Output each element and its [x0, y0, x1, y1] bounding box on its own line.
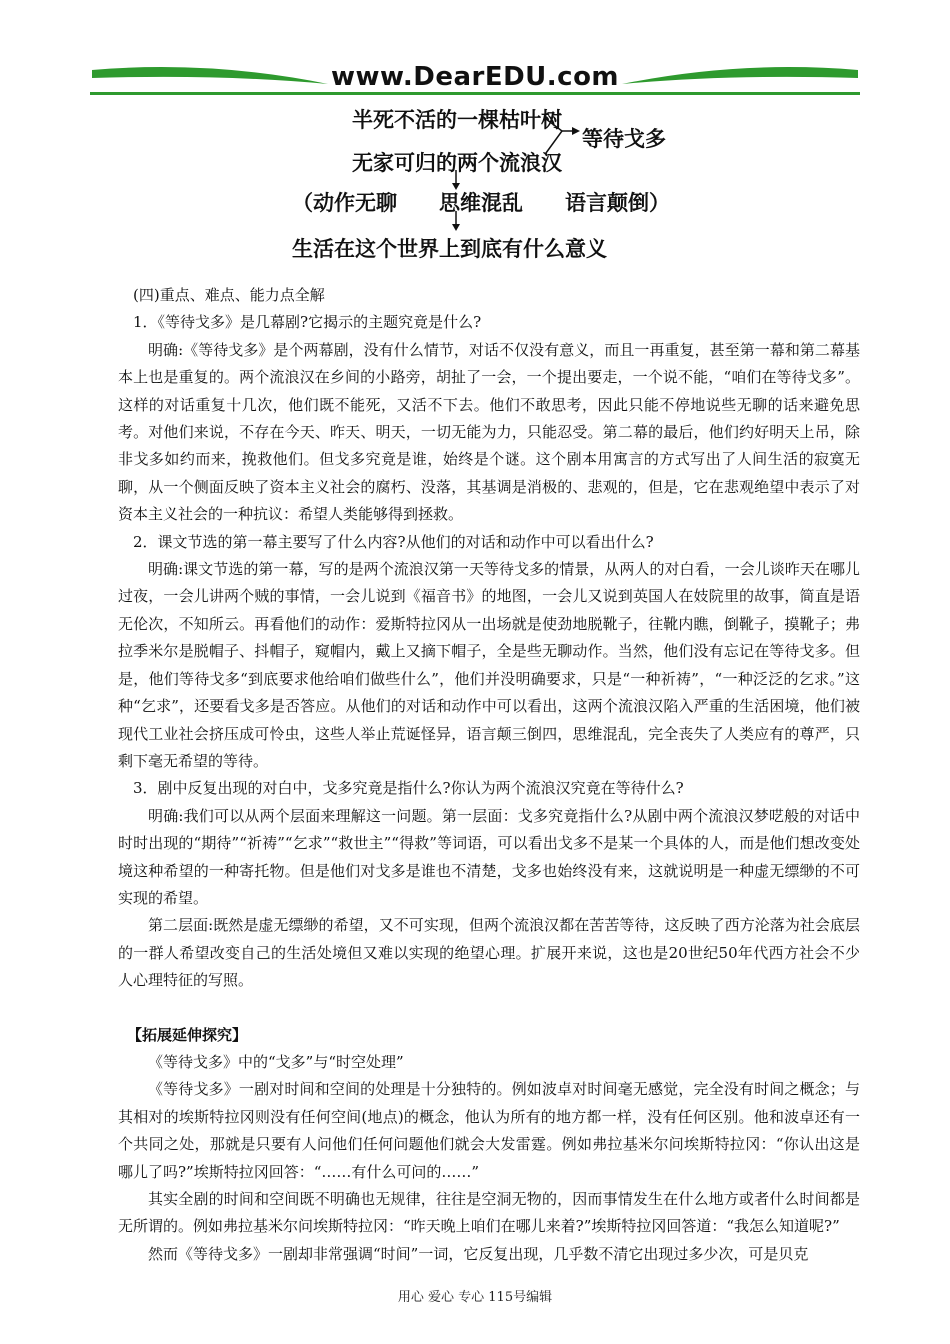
paragraph: 明确:课文节选的第一幕，写的是两个流浪汉第一天等待戈多的情景，从两人的对白看，一会儿谈昨天在哪儿过夜，一会儿讲两个贼的事情，一会儿说到《福音书》的地图，一会儿又说到英国人在妓院里的故事，简直是语无伦次，不知所云。再看他们的动作：爱斯特拉冈从一出场就是使劲地脱靴子，往靴内瞧，倒靴子，摸靴子；弗拉季米尔是脱帽子、抖帽子，窥帽内，戴上又摘下帽子，全是些无聊动作。当然，他们没有忘记在等待戈多。但是，他们等待戈多“到底要求他给咱们做些什么”，他们并没明确要求，只是“一种祈祷”，“一种泛泛的乞求。”这种“乞求”，还要看戈多是否答应。从他们的对话和动作中可以看出，这两个流浪汉陷入严重的生活困境，他们被现代工业社会挤压成可怜虫，这些人举止荒诞怪异，语言颠三倒四，思维混乱，完全丧失了人类应有的尊严，只剩下毫无希望的等待。: [118, 560, 860, 770]
paragraph: 第二层面:既然是虚无缥缈的希望，又不可实现，但两个流浪汉都在苦苦等待，这反映了西方沦落为社会底层的一群人希望改变自己的生活处境但又难以实现的绝望心理。扩展开来说，这也是20世纪50年代西方社会不少人心理特征的写照。: [118, 916, 860, 990]
section-heading: 2．课文节选的第一幕主要写了什么内容?从他们的对话和动作中可以看出什么?: [133, 532, 654, 551]
paragraph: 其实全剧的时间和空间既不明确也无规律，往往是空洞无物的，因而事情发生在什么地方或者什么时间都是无所谓的。例如弗拉基米尔问埃斯特拉冈：“昨天晚上咱们在哪儿来着?”埃斯特拉冈回答道：“我怎么知道呢?”: [118, 1190, 860, 1236]
arrowhead-down-1: [452, 183, 460, 190]
section-heading: 【拓展延伸探究】: [127, 1025, 248, 1044]
section-heading: (四)重点、难点、能力点全解: [133, 286, 325, 304]
arrowhead-down-2: [452, 224, 460, 231]
paragraph: 明确:《等待戈多》是个两幕剧，没有什么情节，对话不仅没有意义，而且一再重复，甚至第一幕和第二幕基本上也是重复的。两个流浪汉在乡间的小路旁，胡扯了一会，一个提出要走，一个说不能，“咱们在等待戈多”。这样的对话重复十几次，他们既不能死，又活不下去。他们不敢思考，因此只能不停地说些无聊的话来避免思考。对他们来说，不存在今天、昨天、明天，一切无能为力，只能忍受。第二幕的最后，他们约好明天上吊，除非戈多如约而来，挽救他们。但戈多究竟是谁，始终是个谜。这个剧本用寓言的方式写出了人间生活的寂寞无聊，从一个侧面反映了资本主义社会的腐朽、没落，其基调是消极的、悲观的，但是，它在悲观绝望中表示了对资本主义社会的一种抗议：希望人类能够得到拯救。: [118, 340, 860, 524]
paragraph: 明确:我们可以从两个层面来理解这一问题。第一层面：戈多究竟指什么?从剧中两个流浪汉梦呓般的对话中时时出现的“期待”“祈祷”“乞求”“救世主”“得救”等词语，可以看出戈多不是某一个具体的人，而是他们想改变处境这种希望的一种寄托物。但是他们对戈多是谁也不清楚，戈多也始终没有来，这就说明是一种虚无缥缈的不可实现的希望。: [118, 806, 860, 907]
article-body: [118, 282, 860, 1268]
arrowhead-target: [572, 127, 580, 135]
diagram-traits: （动作无聊 思维混乱 语言颠倒）: [292, 191, 670, 215]
diagram-target: 等待戈多: [582, 127, 666, 151]
section-heading: 1．《等待戈多》是几幕剧?它揭示的主题究竟是什么?: [133, 313, 482, 332]
diagram: [0, 0, 950, 280]
diagram-conclusion: 生活在这个世界上到底有什么意义: [292, 237, 607, 261]
paragraph: 然而《等待戈多》一剧却非常强调“时间”一词，它反复出现，几乎数不清它出现过多少次，可是贝克: [148, 1244, 809, 1263]
diagram-node-tramps: 无家可归的两个流浪汉: [352, 151, 562, 175]
diagram-arrows: [0, 0, 950, 280]
section-heading: 3．剧中反复出现的对白中，戈多究竟是指什么?你认为两个流浪汉究竟在等待什么?: [133, 779, 684, 798]
diagram-node-tree: 半死不活的一棵枯叶树: [352, 108, 562, 132]
spacer: [118, 995, 860, 1022]
page-footer: 用心 爱心 专心 115号编辑: [397, 1290, 553, 1305]
bracket-line: [546, 119, 562, 153]
site-title: www.DearEDU.com: [330, 62, 620, 92]
paragraph: 《等待戈多》一剧对时间和空间的处理是十分独特的。例如波卓对时间毫无感觉，完全没有时间之概念；与其相对的埃斯特拉冈则没有任何空间(地点)的概念，他认为所有的地方都一样，没有任何区别。他和波卓还有一个共同之处，那就是只要有人问他们任何问题他们就会大发雷霆。例如弗拉基米尔问埃斯特拉冈：“你认出这是哪儿了吗?”埃斯特拉冈回答：“……有什么可问的……”: [118, 1080, 860, 1181]
paragraph: 《等待戈多》中的“戈多”与“时空处理”: [148, 1052, 404, 1071]
